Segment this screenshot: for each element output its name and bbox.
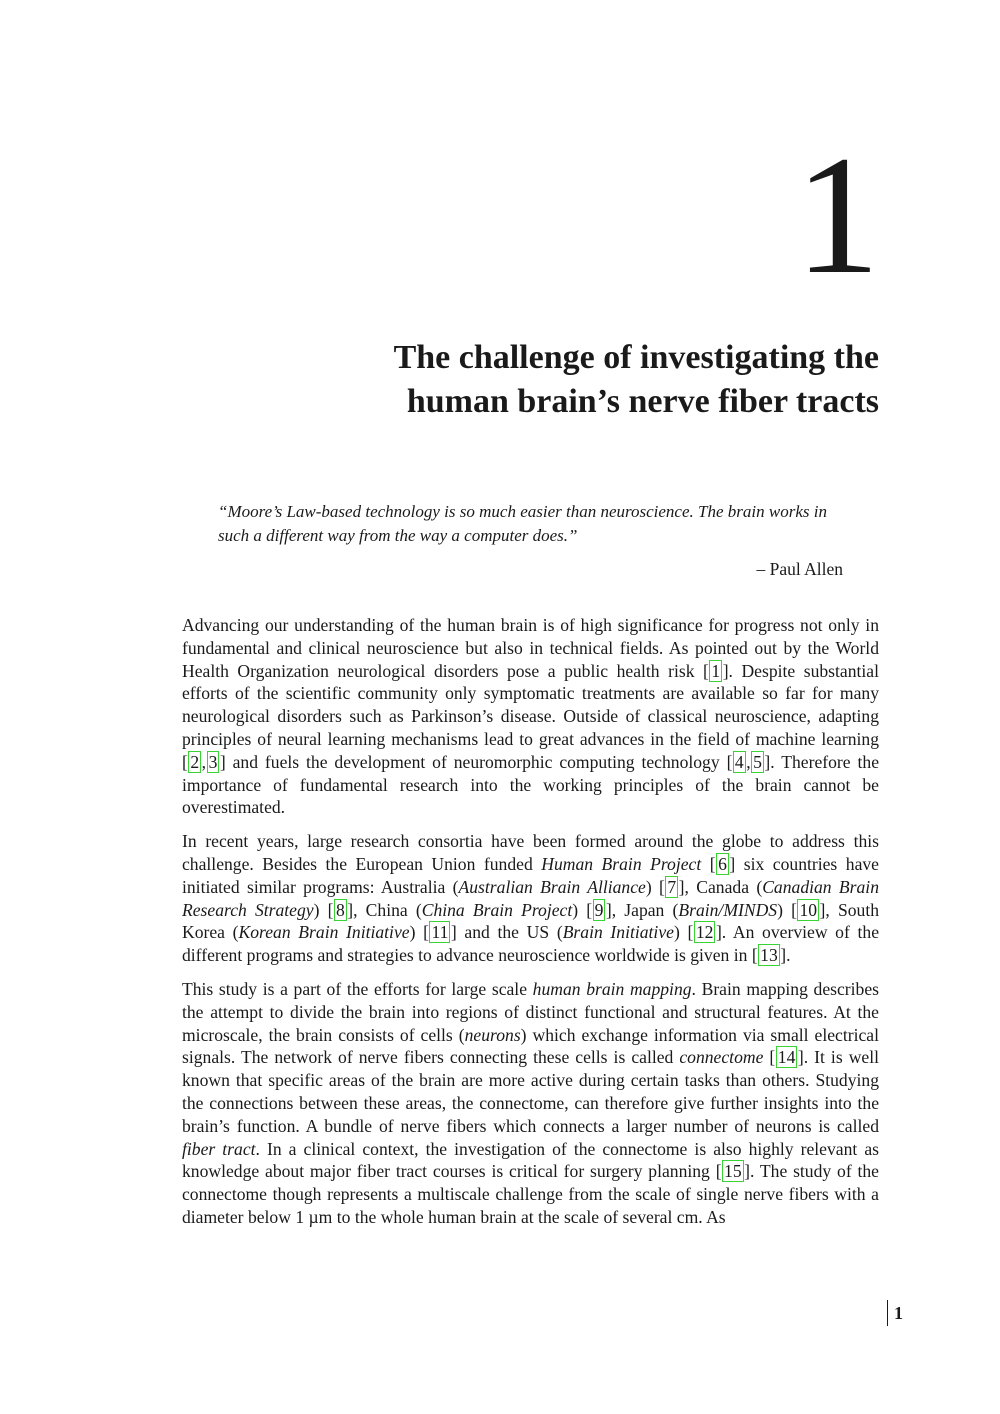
- italic-term: China Brain Project: [421, 899, 573, 920]
- paragraph-1: Advancing our understanding of the human brain is of high significance for progress not only in fundamental and clinical neuroscience but also in technical fields. As pointed out by the World Health Organization neurological disorders pose a public health risk [ 1 ]. Despite substantial efforts of the scientific community only symptomatic treatments are available so far for many neurological disorders such as Parkinson’s disease. Outside of classical neuroscience, adapting principles of neural learning mechanisms lead to great advances in the field of machine learning [ 2 , 3 ] and fuels the development of neuromorphic computing technology [ 4 , 5 ]. Therefore the importance of fundamental research into the working principles of the brain cannot be overestimated.: [182, 615, 879, 818]
- epigraph-quote: “Moore’s Law-based technology is so much easier than neuroscience. The brain works in such a different way from the way a computer does.”: [218, 502, 827, 545]
- citation-link[interactable]: 15: [724, 1161, 742, 1182]
- citation-link[interactable]: 14: [777, 1047, 796, 1068]
- citation-link[interactable]: 6: [718, 853, 727, 874]
- paragraph-3: This study is a part of the efforts for large scale human brain mapping. Brain mapping describes the attempt to divide the brain into regions of distinct functional and structural features. At the microscale, the brain consists of cells (neurons) which exchange information via small electrical signals. The network of nerve fibers connecting these cells is called connectome [ 14 ]. It is well known that specific areas of the brain are more active during certain tasks than others. Studying the connections between these areas, the connectome, can therefore give further insights into the brain’s function. A bundle of nerve fibers which connects a larger number of neurons is called fiber tract. In a clinical context, the investigation of the connectome is also highly relevant as knowledge about major fiber tract courses is critical for surgery planning [ 15 ]. The study of the connectome though represents a multiscale challenge from the scale of single nerve fibers with a diameter below 1 µm to the whole human brain at the scale of several cm. As: [182, 978, 879, 1227]
- text: This study is a part of the efforts for large scale: [182, 978, 533, 999]
- italic-term: human brain mapping: [532, 978, 692, 999]
- text: , Canada (: [684, 876, 763, 897]
- text: . In a clinical context, the investigation of the connectome is also highly relevant as knowledge about major fiber tract courses is critical for surgery planning: [182, 1138, 879, 1182]
- text: . Therefore the importance of fundamental research into the working principles of the brain cannot be overestimated.: [182, 751, 879, 818]
- italic-term: Korean Brain Initiative: [238, 922, 410, 943]
- text: ): [409, 922, 424, 943]
- text: ): [777, 899, 792, 920]
- citation-link[interactable]: 7: [667, 876, 677, 897]
- text: .: [786, 945, 791, 966]
- text: , South Korea (: [182, 899, 880, 943]
- page-footer: [887, 1300, 904, 1326]
- body-text: [182, 614, 879, 1240]
- citation-link[interactable]: 10: [799, 899, 818, 920]
- italic-term: Brain/MINDS: [678, 899, 778, 920]
- italic-term: Brain Initiative: [562, 922, 674, 943]
- italic-term: Canadian Brain Research Strategy: [182, 876, 879, 920]
- citation-link[interactable]: 3: [208, 751, 218, 772]
- text: Advancing our understanding of the human brain is of high significance for progress not only in fundamental and clinical neuroscience but also in technical fields. As pointed out by the World Health Organization neurological disorders pose a public health risk: [182, 615, 879, 681]
- paragraph-2: In recent years, large research consortia have been formed around the globe to address this challenge. Besides the European Union funded Human Brain Project [ 6 ] six countries have initiated similar programs: Australia (Australian Brain Alliance) [ 7 ], Canada (Canadian Brain Research Strategy) [ 8 ], China (China Brain Project) [ 9 ], Japan (Brain/MINDS) [ 10 ], South Korea (Korean Brain Initiative) [ 11 ] and the US (Brain Initiative) [ 12 ]. An overview of the different programs and strategies to advance neuroscience worldwide is given in [ 13 ].: [182, 831, 880, 966]
- citation-link[interactable]: 9: [594, 899, 604, 920]
- text: , China (: [353, 899, 422, 920]
- text: . Brain mapping describes the attempt to divide the brain into regions of distinct functional and structural features. At the microscale, the brain consists of cells (: [182, 978, 879, 1045]
- citation-link[interactable]: 5: [753, 751, 762, 772]
- text: . It is well known that specific areas of the brain are more active during certain tasks than others. Studying the connections between these areas, the connectome, can therefore give further insights into the brain’s function. A bundle of nerve fibers which connects a larger number of neurons is called: [182, 1047, 879, 1136]
- chapter-number: 1: [795, 121, 880, 309]
- chapter-title-line-2: human brain’s nerve fiber tracts: [406, 383, 879, 420]
- text: In recent years, large research consortia have been formed around the globe to address this challenge. Besides the European Union funded: [182, 831, 879, 874]
- text: ): [572, 899, 587, 920]
- epigraph-author: – Paul Allen: [756, 559, 843, 579]
- text: . Despite substantial efforts of the scientific community only symptomatic treatments are available so far for many neurological disorders such as Parkinson’s disease. Outside of classical neuroscience, adapting principles of neural learning mechanisms lead to great advances in the field of machine learning: [182, 660, 879, 749]
- text: [763, 1047, 769, 1067]
- chapter-title-line-1: The challenge of investigating the: [393, 339, 879, 376]
- chapter-title: [239, 336, 879, 424]
- citation-link[interactable]: 8: [335, 899, 345, 920]
- citation-link[interactable]: 4: [734, 751, 744, 772]
- italic-term: neurons: [464, 1024, 521, 1045]
- citation-link[interactable]: 2: [190, 751, 200, 772]
- italic-term: Human Brain Project: [541, 853, 702, 874]
- italic-term: connectome: [679, 1047, 764, 1068]
- citation-link[interactable]: 11: [431, 922, 449, 943]
- text: and the US (: [456, 922, 563, 943]
- footer-rule: [887, 1300, 889, 1326]
- citation-link[interactable]: 13: [760, 945, 778, 966]
- text: , Japan (: [611, 899, 679, 920]
- text: . The study of the connectome though represents a multiscale challenge from the scale of single nerve fibers with a diameter below 1 µm to the whole human brain at the scale of several cm. As: [182, 1161, 879, 1227]
- text: six countries have initiated similar programs: Australia (: [182, 853, 879, 897]
- italic-term: Australian Brain Alliance: [458, 876, 646, 897]
- text: ): [645, 876, 660, 897]
- text: ) which exchange information via small electrical signals. The network of nerve fibers connecting these cells is called: [182, 1024, 879, 1068]
- text: and fuels the development of neuromorphic computing technology: [225, 751, 727, 772]
- page-number: 1: [894, 1302, 903, 1323]
- italic-term: fiber tract: [182, 1138, 256, 1159]
- citation-link[interactable]: 1: [711, 660, 721, 681]
- text: . An overview of the different programs and strategies to advance neuroscience worldwide is given in: [182, 922, 879, 966]
- citation-link[interactable]: 12: [695, 922, 714, 943]
- text: ): [313, 899, 328, 920]
- text: ): [673, 922, 688, 943]
